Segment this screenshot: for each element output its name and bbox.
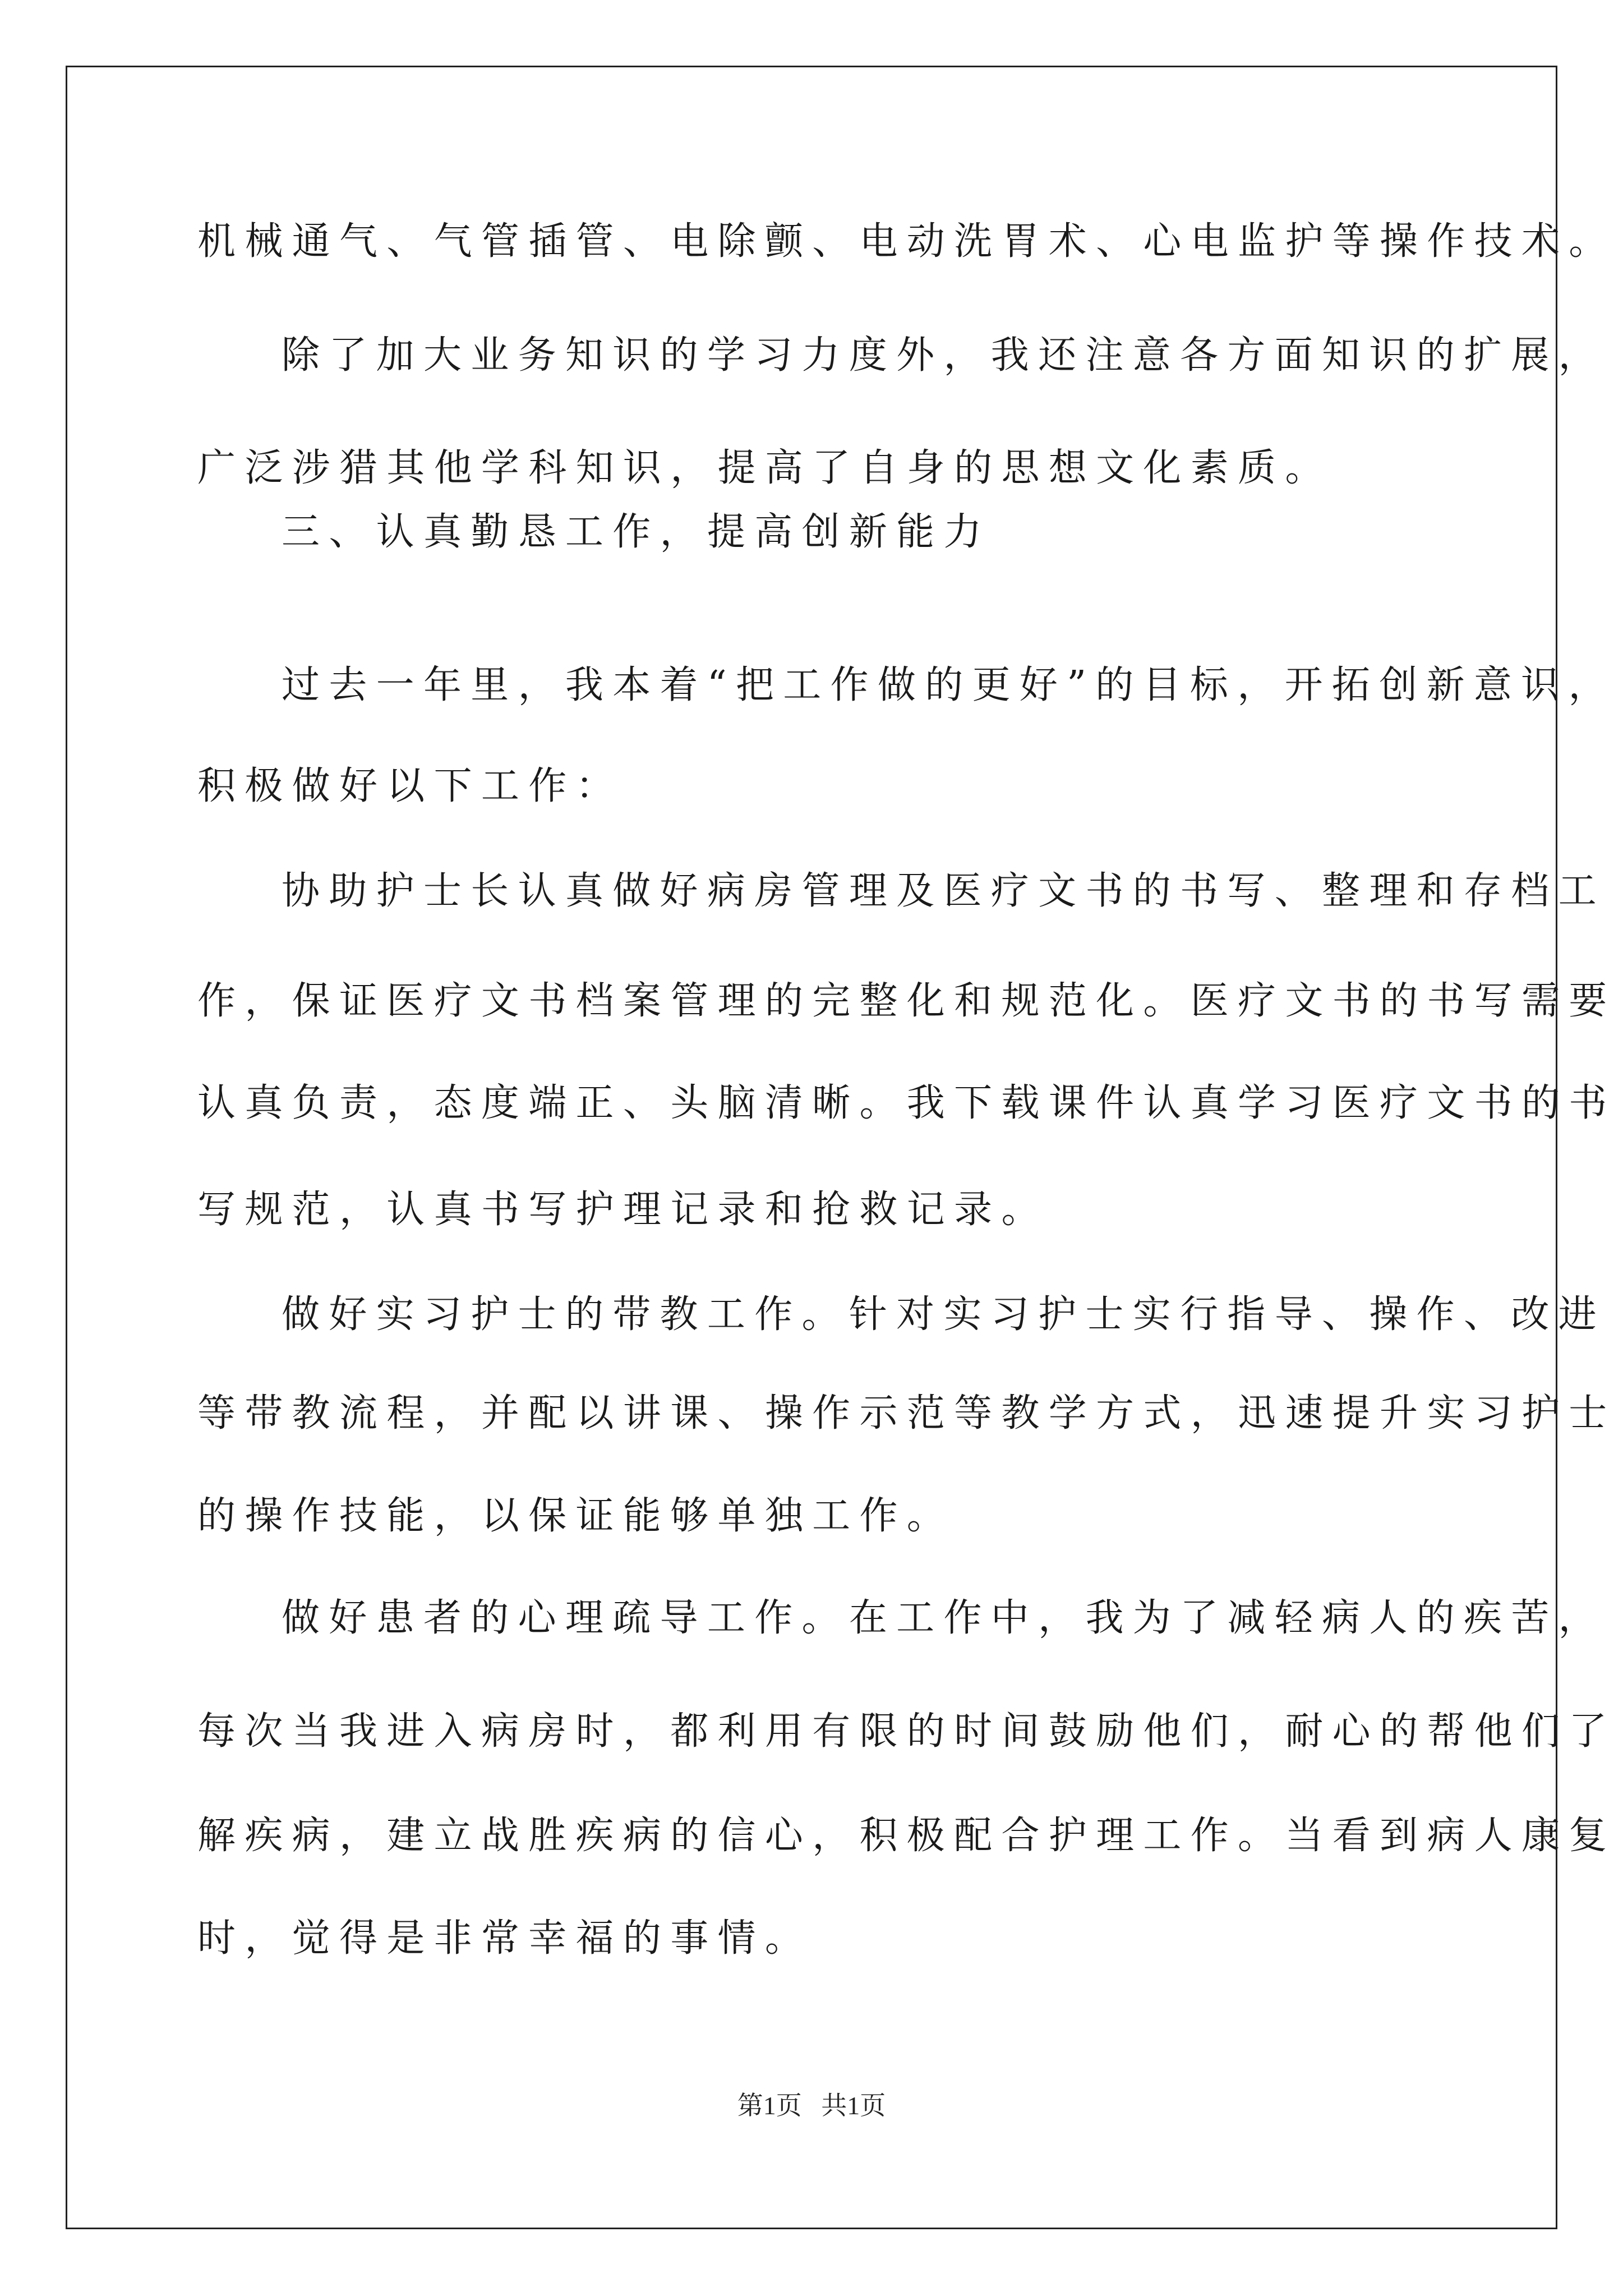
text-line: 等带教流程，并配以讲课、操作示范等教学方式，迅速提升实习护士 [197,1391,1616,1435]
text-line: 每次当我进入病房时，都利用有限的时间鼓励他们，耐心的帮他们了 [197,1709,1616,1754]
text-line: 认真负责，态度端正、头脑清晰。我下载课件认真学习医疗文书的书 [197,1081,1616,1125]
text-line: 作，保证医疗文书档案管理的完整化和规范化。医疗文书的书写需要 [197,979,1616,1023]
page-border [66,66,1557,2229]
text-line: 协助护士长认真做好病房管理及医疗文书的书写、整理和存档工 [282,869,1606,913]
text-line: 做好患者的心理疏导工作。在工作中，我为了减轻病人的疾苦， [282,1596,1606,1640]
text-line: 解疾病，建立战胜疾病的信心，积极配合护理工作。当看到病人康复 [197,1814,1616,1858]
page-footer [0,2089,1623,2123]
text-line: 除了加大业务知识的学习力度外，我还注意各方面知识的扩展， [282,333,1606,378]
text-line: 积极做好以下工作： [197,764,623,808]
text-line: 做好实习护士的带教工作。针对实习护士实行指导、操作、改进 [282,1292,1606,1337]
page-number: 第1页 共1页 [737,2091,886,2120]
text-line: 机械通气、气管插管、电除颤、电动洗胃术、心电监护等操作技术。 [197,219,1616,264]
text-line: 广泛涉猎其他学科知识，提高了自身的思想文化素质。 [197,446,1332,490]
text-line: 写规范，认真书写护理记录和抢救记录。 [197,1188,1049,1232]
section-heading: 三、认真勤恳工作，提高创新能力 [282,510,991,554]
text-line: 过去一年里，我本着“把工作做的更好”的目标，开拓创新意识， [282,663,1616,707]
text-line: 的操作技能，以保证能够单独工作。 [197,1494,955,1538]
text-line: 时，觉得是非常幸福的事情。 [197,1916,813,1961]
